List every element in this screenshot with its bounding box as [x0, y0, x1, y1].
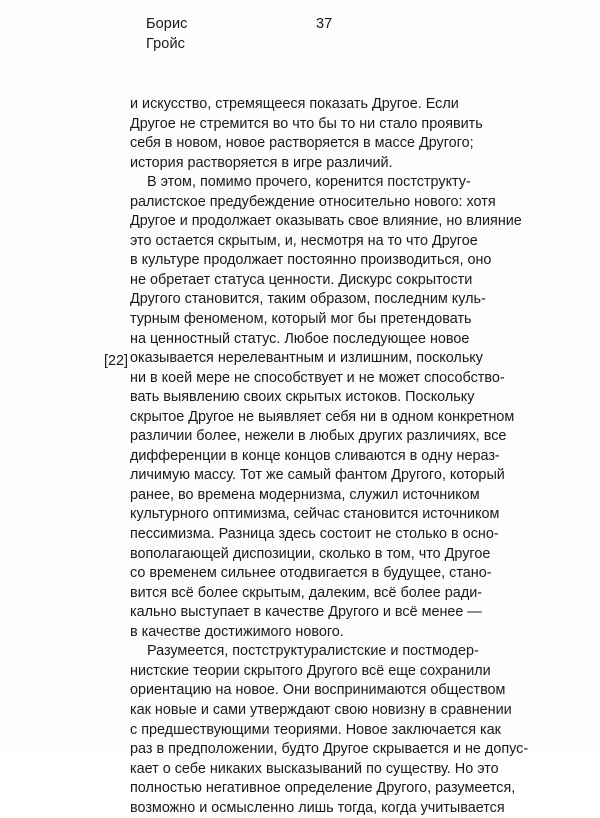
text-line: кально выступает в качестве Другого и всё менее — [130, 604, 482, 621]
text-line: ни в коей мере не способствует и не может способство- [130, 369, 505, 386]
author-last-name: Гройс [146, 36, 186, 52]
text-line: Другого становится, таким образом, последним куль- [130, 291, 486, 308]
text-line: ралистское предубеждение относительно нового: хотя [130, 193, 496, 210]
text-line: вится всё более скрытым, далеким, всё более ради- [130, 584, 483, 601]
text-line: и искусство, стремящееся показать Другое. Если [130, 96, 459, 112]
text-line: полностью негативное определение Другого, разумеется, [130, 780, 516, 797]
text-line: история растворяется в игре различий. [130, 154, 393, 171]
text-line: дифференции в конце концов сливаются в одну нераз- [130, 447, 500, 464]
text-line: не обретает статуса ценности. Дискурс сокрытости [130, 271, 473, 288]
paragraph-start-line: Разумеется, постструктуралистские и постмодер- [147, 643, 479, 660]
text-line: ориентацию на новое. Они воспринимаются обществом [130, 682, 506, 699]
text-line: скрытое Другое не выявляет себя ни в одном конкретном [130, 408, 515, 425]
text-line: кает о себе никаких высказываний по существу. Но это [130, 760, 499, 777]
body-text [130, 95, 529, 818]
text-line: оказывается нерелевантным и излишним, поскольку [130, 350, 483, 367]
text-line: это остается скрытым, и, несмотря на то что Другое [130, 232, 478, 249]
text-line: со временем сильнее отодвигается в будущее, стано- [130, 565, 492, 582]
text-line: с предшествующими теориями. Новое заключается как [130, 721, 501, 738]
text-line: как новые и сами утверждают свою новизну в сравнении [130, 701, 512, 718]
text-line: вать выявлению своих скрытых истоков. Поскольку [130, 389, 475, 406]
text-line: на ценностный статус. Любое последующее новое [130, 330, 470, 347]
text-line: нистские теории скрытого Другого всё еще сохранили [130, 662, 491, 679]
text-line: возможно и осмысленно лишь тогда, когда учитывается [130, 799, 505, 816]
paragraph-start-line: В этом, помимо прочего, коренится постструкту- [147, 174, 471, 191]
text-line: себя в новом, новое растворяется в массе Другого; [130, 135, 474, 152]
page-number: 37 [316, 16, 333, 32]
text-line: культурного оптимизма, сейчас становится источником [130, 506, 500, 523]
text-line: личимую массу. Тот же самый фантом Другого, который [130, 467, 505, 484]
text-line: ранее, во времена модернизма, служил источником [130, 486, 480, 503]
text-line: в культуре продолжает постоянно производиться, оно [130, 252, 492, 269]
text-line: раз в предположении, будто Другое скрывается и не допус- [130, 741, 529, 758]
text-line: вополагающей диспозиции, сколько в том, что Другое [130, 545, 491, 562]
running-head-author [146, 14, 188, 54]
margin-page-reference: [22] [104, 353, 129, 369]
text-line: Другое и продолжает оказывать свое влияние, но влияние [130, 213, 522, 230]
text-line: в качестве достижимого нового. [130, 623, 344, 640]
text-line: различии более, нежели в любых других различиях, все [130, 428, 507, 445]
text-line: пессимизма. Разница здесь состоит не столько в осно- [130, 526, 499, 543]
author-first-name: Борис [146, 16, 188, 32]
text-line: Другое не стремится во что бы то ни стало проявить [130, 115, 483, 132]
text-line: турным феноменом, который мог бы претендовать [130, 311, 472, 328]
